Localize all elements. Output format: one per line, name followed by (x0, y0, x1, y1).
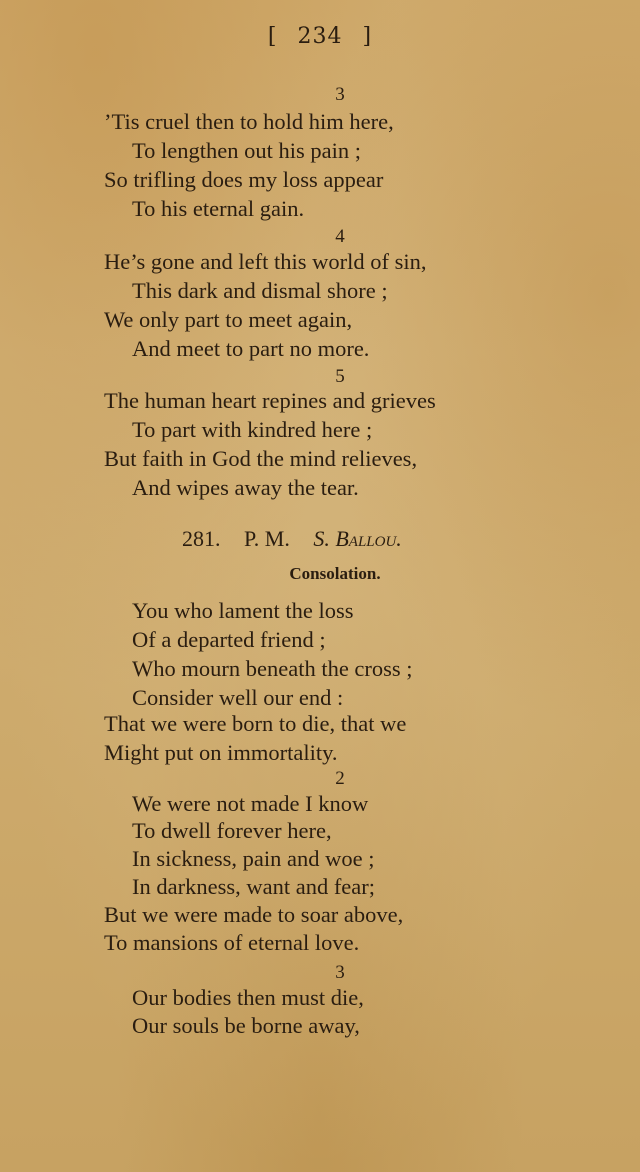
stanza-number: 3 (335, 84, 345, 105)
hymn-title: Consolation. (289, 564, 381, 583)
verse-line: So trifling does my loss appear (104, 167, 384, 192)
stanza-number: 4 (335, 226, 345, 247)
verse-line: And meet to part no more. (132, 336, 370, 361)
page-header (0, 24, 640, 49)
verse-line: Consider well our end : (132, 685, 344, 710)
verse-line: We only part to meet again, (104, 307, 353, 332)
verse-line: The human heart repines and grieves (104, 388, 436, 413)
verse-line: Our souls be borne away, (132, 1013, 360, 1038)
verse-line: You who lament the loss (132, 598, 354, 623)
hymn-heading (182, 526, 420, 552)
verse-line: To lengthen out his pain ; (132, 138, 362, 163)
verse-line: In darkness, want and fear; (132, 874, 376, 899)
verse-line: And wipes away the tear. (132, 475, 359, 500)
hymn-author: S. Ballou. (313, 526, 402, 551)
verse-line: Might put on immortality. (104, 740, 338, 765)
verse-line: In sickness, pain and woe ; (132, 846, 375, 871)
verse-line: Of a departed friend ; (132, 627, 326, 652)
verse-line: ’Tis cruel then to hold him here, (104, 109, 394, 134)
bracket-open: [ (267, 24, 278, 49)
verse-line: To part with kindred here ; (132, 417, 373, 442)
verse-line: To dwell forever here, (132, 818, 332, 843)
verse-line: We were not made I know (132, 791, 369, 816)
verse-line: That we were born to die, that we (104, 711, 407, 736)
verse-line: Who mourn beneath the cross ; (132, 656, 413, 681)
bracket-close: ] (362, 24, 373, 49)
verse-line: This dark and dismal shore ; (132, 278, 388, 303)
stanza-number: 5 (335, 366, 345, 387)
verse-line: Our bodies then must die, (132, 985, 364, 1010)
hymn-number: 281. (182, 526, 221, 551)
page-number: 234 (297, 24, 343, 49)
verse-line: To mansions of eternal love. (104, 930, 360, 955)
stanza-number: 3 (335, 962, 345, 983)
hymn-meter: P. M. (244, 526, 290, 551)
verse-line: He’s gone and left this world of sin, (104, 249, 427, 274)
verse-line: But faith in God the mind relieves, (104, 446, 418, 471)
verse-line: But we were made to soar above, (104, 902, 404, 927)
stanza-number: 2 (335, 768, 345, 789)
verse-line: To his eternal gain. (132, 196, 305, 221)
